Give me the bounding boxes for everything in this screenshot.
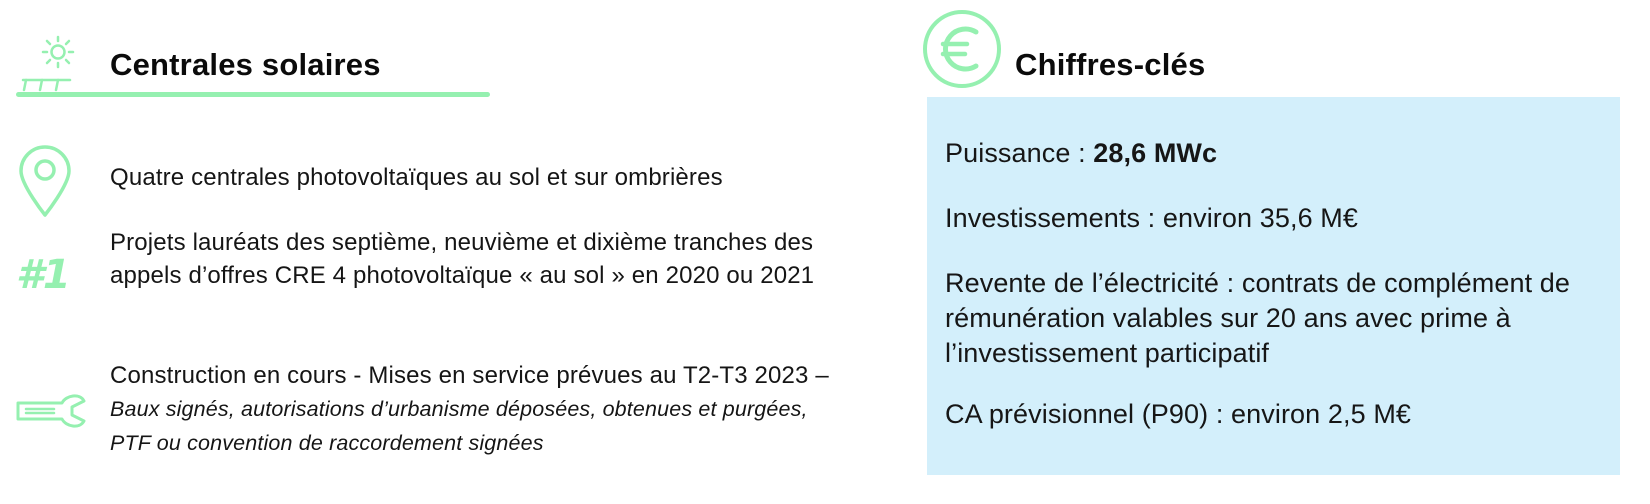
- figure-revenue-forecast: CA prévisionnel (P90) : environ 2,5 M€: [945, 399, 1412, 429]
- item-construction-status: [110, 359, 840, 460]
- rank-number-one: #1: [16, 252, 70, 298]
- figure-power-value: 28,6 MWc: [1093, 138, 1218, 168]
- item-photovoltaic-plants: Quatre centrales photovoltaïques au sol et sur ombrières: [110, 164, 723, 191]
- wrench-icon: [16, 393, 86, 429]
- figure-power-label: Puissance :: [945, 138, 1094, 168]
- key-figures-panel: [927, 97, 1620, 475]
- figure-investment: Investissements : environ 35,6 M€: [945, 203, 1358, 233]
- title-underline: [16, 92, 490, 97]
- solar-farm-icon: [14, 30, 94, 96]
- section-title-key-figures: Chiffres-clés: [1015, 47, 1206, 82]
- figure-power: [945, 136, 1595, 171]
- construction-note: Baux signés, autorisations d’urbanisme déposées, obtenues et purgées, PTF ou convention de raccordement signées: [110, 397, 808, 455]
- euro-icon: [921, 8, 1003, 90]
- item-cre4-laureates: Projets lauréats des septième, neuvième et dixième tranches des appels d’offres CRE 4 photovoltaïque « au sol » en 2020 ou 2021: [110, 229, 815, 289]
- section-title-solar: Centrales solaires: [110, 47, 381, 82]
- construction-separator: –: [808, 362, 829, 389]
- location-pin-icon: [17, 145, 73, 219]
- figure-electricity-resale: Revente de l’électricité : contrats de complément de rémunération valables sur 20 ans avec prime à l’investissement participatif: [945, 268, 1571, 368]
- construction-text: Construction en cours - Mises en service prévues au T2-T3 2023: [110, 362, 809, 389]
